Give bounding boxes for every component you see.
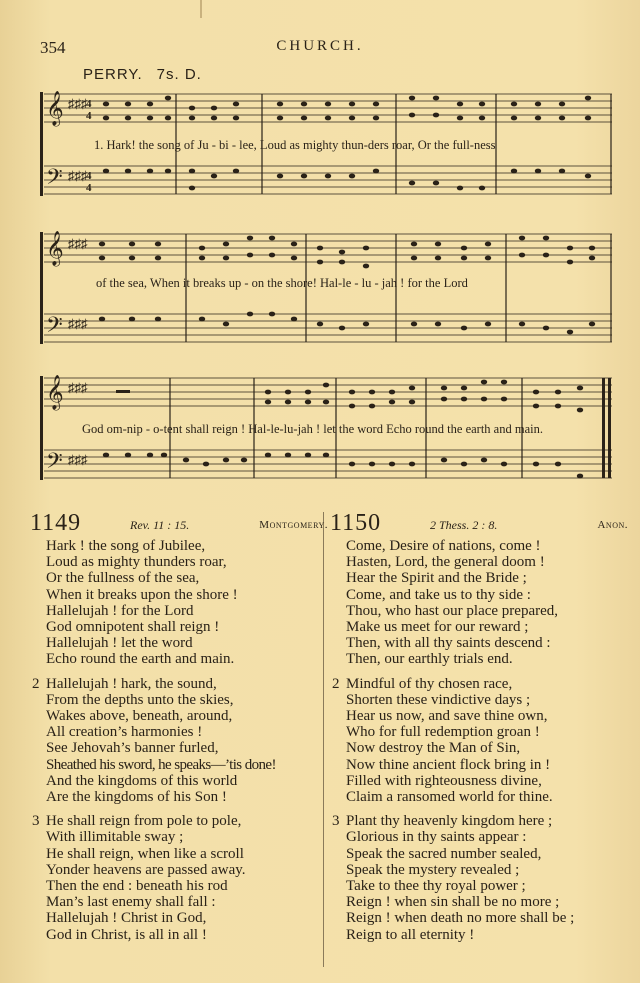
verse-line: See Jehovah’s banner furled, xyxy=(46,740,219,757)
stanza-number: 3 xyxy=(32,813,40,830)
scripture-reference: 2 Thess. 2 : 8. xyxy=(430,518,498,532)
music-system-1 xyxy=(36,88,612,208)
stanza-2 xyxy=(30,676,330,806)
verse-line: God in Christ, is all in all ! xyxy=(46,926,207,943)
verse-line: Reign ! when death no more shall be ; xyxy=(346,910,575,927)
stanza-1 xyxy=(330,538,630,668)
svg-text:♯♯♯: ♯♯♯ xyxy=(68,452,88,467)
verse-line: Yonder heavens are passed away. xyxy=(46,861,246,878)
svg-text:♯♯♯: ♯♯♯ xyxy=(68,168,88,183)
lyric-line: God om-nip - o-tent shall reign ! Hal-le-lu-jah ! let the word Echo round the earth and main. xyxy=(82,422,543,436)
verse-line: Then, with all thy saints descend : xyxy=(346,635,551,652)
verse-line: And the kingdoms of this world xyxy=(46,772,238,789)
verse-line: Hallelujah ! Christ in God, xyxy=(46,910,207,927)
verse-line: Glorious in thy saints appear : xyxy=(346,829,527,846)
verse-line: Take to thee thy royal power ; xyxy=(346,878,526,895)
music-system-2 xyxy=(36,228,612,358)
verse-line: Reign to all eternity ! xyxy=(346,926,475,943)
running-head: CHURCH. xyxy=(276,38,364,54)
verse-line: Now destroy the Man of Sin, xyxy=(346,740,521,757)
stanza-number: 2 xyxy=(332,675,340,692)
hymn-1150 xyxy=(330,512,630,951)
verse-line: Thou, who hast our place prepared, xyxy=(346,602,559,619)
stanza-3 xyxy=(30,813,330,943)
stanza-1 xyxy=(30,538,330,668)
svg-text:4: 4 xyxy=(86,170,92,182)
verse-line: All creation’s harmonies ! xyxy=(46,724,203,741)
verse-line: Or the fullness of the sea, xyxy=(46,570,200,587)
verse-line: Loud as mighty thunders roar, xyxy=(46,554,227,571)
verse-line: Speak the sacred number sealed, xyxy=(346,845,542,862)
hymn-number: 1149 xyxy=(30,510,82,536)
svg-text:𝄢: 𝄢 xyxy=(46,449,63,478)
verse-line: Hark ! the song of Jubilee, xyxy=(46,538,206,554)
verse-line: Who for full redemption groan ! xyxy=(346,724,540,741)
verse-line: With illimitable sway ; xyxy=(46,829,184,846)
verse-line: He shall reign from pole to pole, xyxy=(46,813,242,830)
verse-line: God omnipotent shall reign ! xyxy=(46,619,220,636)
verse-line: Shorten these vindictive days ; xyxy=(346,691,531,708)
svg-text:𝄢: 𝄢 xyxy=(46,165,63,194)
svg-text:♯♯♯: ♯♯♯ xyxy=(68,380,88,395)
stanza-2 xyxy=(330,676,630,806)
verse-line: Echo round the earth and main. xyxy=(46,651,235,668)
hymn-author: Montgomery. xyxy=(259,519,328,531)
svg-text:𝄢: 𝄢 xyxy=(46,313,63,342)
page-number: 354 xyxy=(40,38,66,57)
svg-text:4: 4 xyxy=(86,182,92,194)
verse-line: He shall reign, when like a scroll xyxy=(46,845,244,862)
verse-line: Wakes above, beneath, around, xyxy=(46,708,233,725)
verse-line: Come, Desire of nations, come ! xyxy=(346,538,541,554)
hymn-number: 1150 xyxy=(330,510,382,536)
verse-line: Hasten, Lord, the general doom ! xyxy=(346,554,545,571)
music-system-3 xyxy=(36,372,612,492)
verse-line: Now thine ancient flock bring in ! xyxy=(346,756,551,773)
lyric-line: of the sea, When it breaks up - on the shore! Hal-le - lu - jah ! for the Lord xyxy=(96,276,468,290)
verse-line: When it breaks upon the shore ! xyxy=(46,586,238,603)
stanza-number: 2 xyxy=(32,675,40,692)
svg-text:♯♯♯: ♯♯♯ xyxy=(68,316,88,331)
svg-text:𝄞: 𝄞 xyxy=(46,376,64,409)
stanza-3 xyxy=(330,813,630,943)
stanza-number: 3 xyxy=(332,813,340,830)
svg-text:4: 4 xyxy=(86,110,92,122)
scripture-reference: Rev. 11 : 15. xyxy=(130,518,190,532)
verse-line: Claim a ransomed world for thine. xyxy=(346,789,553,806)
verse-line: Are the kingdoms of his Son ! xyxy=(46,789,227,806)
svg-text:4: 4 xyxy=(86,98,92,110)
verse-line: Speak the mystery revealed ; xyxy=(346,861,520,878)
verse-line: Reign ! when sin shall be no more ; xyxy=(346,894,560,911)
verse-line: Come, and take us to thy side : xyxy=(346,586,531,603)
verse-line: Hear us now, and save thine own, xyxy=(346,708,548,725)
page-mark xyxy=(200,0,202,18)
verse-line: Make us meet for our reward ; xyxy=(346,619,529,636)
hymn-1149 xyxy=(30,512,330,951)
verse-line: Hallelujah ! hark, the sound, xyxy=(46,675,217,692)
verse-line: Then, our earthly trials end. xyxy=(346,651,513,668)
svg-text:𝄞: 𝄞 xyxy=(46,92,64,125)
verse-line: Hallelujah ! for the Lord xyxy=(46,602,194,619)
verse-line: Hear the Spirit and the Bride ; xyxy=(346,570,527,587)
hymn-author: Anon. xyxy=(597,519,628,531)
tune-title xyxy=(83,66,202,83)
tune-meter: 7s. D. xyxy=(156,66,202,83)
svg-text:♯♯♯: ♯♯♯ xyxy=(68,236,88,251)
verse-line: From the depths unto the skies, xyxy=(46,691,234,708)
tune-name: PERRY. xyxy=(83,66,143,83)
verse-line: Sheathed his sword, he speaks—’tis done! xyxy=(46,756,276,773)
verse-line: Man’s last enemy shall fall : xyxy=(46,894,216,911)
svg-text:𝄞: 𝄞 xyxy=(46,232,64,265)
verse-line: Then the end : beneath his rod xyxy=(46,878,228,895)
verse-line: Mindful of thy chosen race, xyxy=(346,675,513,692)
lyric-line: 1. Hark! the song of Ju - bi - lee, Loud as mighty thun-ders roar, Or the full-ness xyxy=(94,138,496,152)
verse-line: Filled with righteousness divine, xyxy=(346,772,542,789)
staff-notation-icon xyxy=(36,228,612,358)
verse-line: Plant thy heavenly kingdom here ; xyxy=(346,813,553,830)
svg-text:♯♯♯: ♯♯♯ xyxy=(68,96,88,111)
verse-line: Hallelujah ! let the word xyxy=(46,635,193,652)
